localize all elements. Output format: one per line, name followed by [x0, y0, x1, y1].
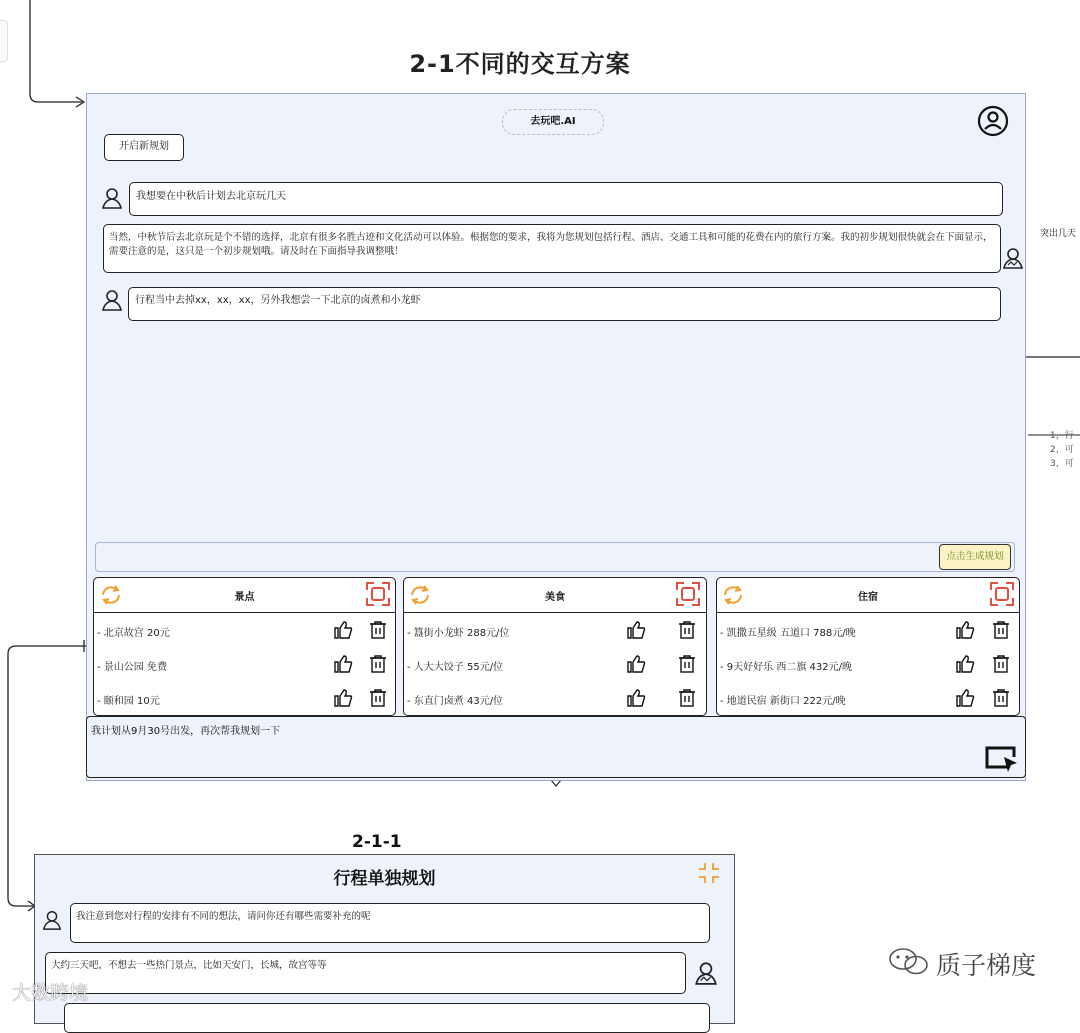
list-item: - 颐和园 10元	[97, 696, 160, 707]
card-title: 美食	[545, 592, 565, 603]
list-item: - 东直门卤煮 43元/位	[407, 696, 504, 707]
message-text: 当然，中秋节后去北京玩是个不错的选择，北京有很多名胜古迹和文化活动可以体验。根据您的要求，我将为您规划包括行程、酒店、交通工具和可能的花费在内的旅行方案。我的初步规划很快就会在下面显示，需要注意的是，这只是一个初步规划哦。请及时在下面指导我调整哦！	[109, 232, 993, 257]
card-title: 住宿	[858, 592, 878, 603]
sub-message-next	[64, 1003, 710, 1033]
user-avatar-icon	[100, 186, 124, 210]
generate-plan-button[interactable]	[939, 544, 1011, 570]
sub-label: 2-1-1	[352, 832, 402, 852]
new-plan-label: 开启新规划	[119, 141, 169, 152]
user-avatar-icon	[41, 909, 63, 931]
watermark-right: 质子梯度	[936, 951, 1037, 980]
sub-title: 行程单独规划	[333, 869, 436, 889]
user-avatar-icon	[100, 288, 124, 312]
chat-message-user-2	[128, 287, 1001, 321]
list-item: - 簋街小龙虾 288元/位	[407, 628, 510, 639]
chat-message-user-1	[129, 182, 1003, 216]
list-item: - 地道民宿 新街口 222元/晚	[720, 696, 846, 707]
new-plan-button[interactable]	[104, 134, 184, 161]
collapse-icon[interactable]	[698, 862, 720, 884]
arrowhead-top-left	[76, 97, 84, 107]
message-text: 行程当中去掉xx，xx，xx，另外我想尝一下北京的卤煮和小龙虾	[135, 295, 421, 306]
list-item: - 景山公园 免费	[97, 662, 167, 673]
card-title: 景点	[234, 592, 255, 603]
card-attractions	[93, 577, 396, 716]
brand-text: 去玩吧.AI	[530, 116, 576, 127]
side-note-item: 3，可	[1050, 459, 1074, 469]
side-note-top: 突出几天	[1040, 229, 1077, 239]
sub-message-user	[45, 952, 686, 994]
message-text: 我想要在中秋后计划去北京玩几天	[136, 191, 286, 202]
watermark-left: 大数跨境	[12, 982, 89, 1004]
chat-input[interactable]	[86, 716, 1026, 778]
send-icon[interactable]	[984, 745, 1020, 775]
message-text: 我注意到您对行程的安排有不同的想法，请问你还有哪些需要补充的呢	[76, 911, 371, 922]
brand-label	[502, 109, 604, 135]
side-note-item: 1，行	[1050, 431, 1074, 441]
generate-plan-label: 点击生成规划	[946, 551, 1004, 562]
chat-message-bot	[103, 224, 1001, 273]
sub-message-bot	[70, 903, 710, 943]
chat-input-text: 我计划从9月30号出发，再次帮我规划一下	[91, 726, 281, 737]
list-item: - 9天好好乐 西二旗 432元/晚	[720, 662, 852, 673]
wechat-logo-icon	[887, 946, 931, 978]
card-food	[403, 577, 707, 716]
side-note-item: 2，可	[1050, 445, 1074, 455]
bot-avatar-icon	[1001, 246, 1025, 270]
generate-bar	[95, 542, 1015, 572]
page-title: 2-1不同的交互方案	[409, 50, 631, 78]
message-text: 大约三天吧，不想去一些热门景点，比如天安门，长城，故宫等等	[51, 960, 327, 971]
list-item: - 北京故宫 20元	[97, 628, 170, 639]
list-item: - 人大大饺子 55元/位	[407, 662, 504, 673]
list-item: - 凯撒五星级 五道口 788元/晚	[720, 628, 856, 639]
card-lodging	[716, 577, 1020, 716]
bot-avatar-icon	[693, 960, 719, 986]
profile-icon[interactable]	[977, 105, 1009, 137]
